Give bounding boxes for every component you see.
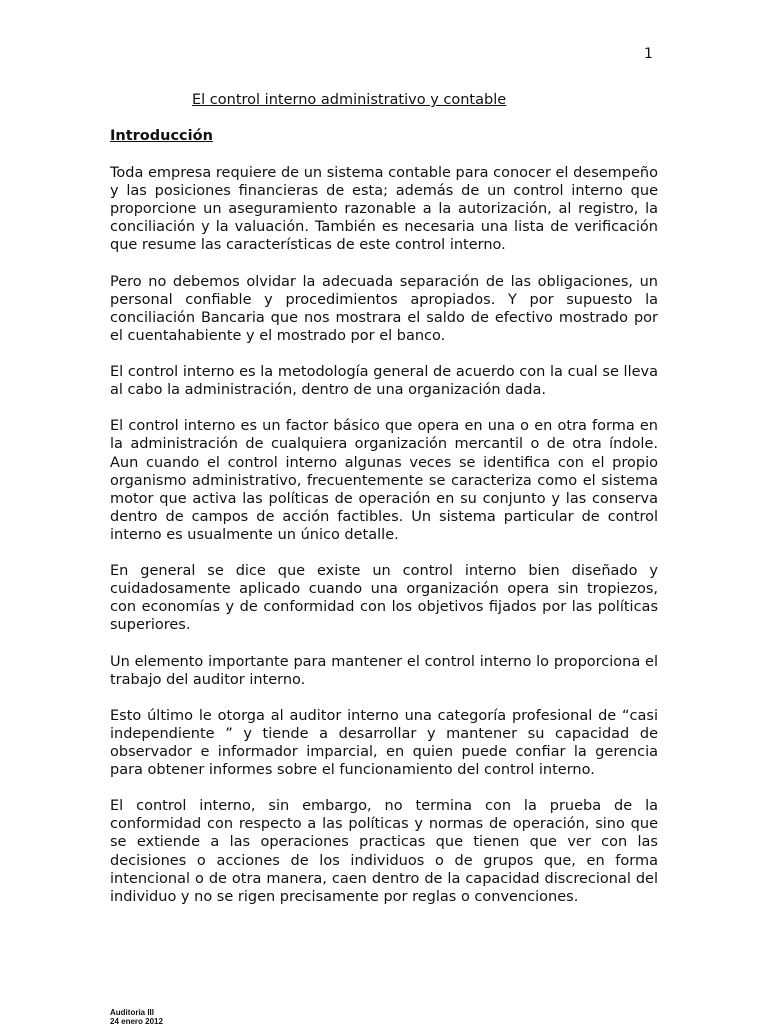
footer-date: 24 enero 2012 — [110, 1017, 163, 1026]
section-heading: Introducción — [110, 128, 213, 144]
paragraph: En general se dice que existe un control interno bien diseñado y cuidadosamente aplicado cuando una organización opera sin tropiezos, con economías y de conformidad con los objetivos fijados por las políticas superiores. — [110, 563, 658, 634]
paragraph: El control interno, sin embargo, no termina con la prueba de la conformidad con respecto a las políticas y normas de operación, sino que se extiende a las operaciones practicas que tienen que ver con las decisiones o acciones de los individuos o de grupos que, en forma intencional o de otra manera, caen dentro de la capacidad discrecional del individuo y no se rigen precisamente por reglas o convenciones. — [110, 798, 658, 905]
footer-course: Auditoria III — [110, 1008, 154, 1017]
page-number: 1 — [644, 46, 653, 62]
paragraph: El control interno es un factor básico que opera en una o en otra forma en la administración de cualquiera organización mercantil o de otra índole. Aun cuando el control interno algunas veces se identifica con el propio organismo administrativo, frecuentemente se caracteriza como el sistema motor que activa las políticas de operación en su conjunto y las conserva dentro de campos de acción factibles. Un sistema particular de control interno es usualmente un único detalle. — [110, 418, 658, 543]
paragraph: El control interno es la metodología general de acuerdo con la cual se lleva al cabo la administración, dentro de una organización dada. — [110, 364, 658, 399]
paragraph: Un elemento importante para mantener el control interno lo proporciona el trabajo del auditor interno. — [110, 653, 658, 688]
paragraph: Pero no debemos olvidar la adecuada separación de las obligaciones, un personal confiable y procedimientos apropiados. Y por supuesto la conciliación Bancaria que nos mostrara el saldo de efectivo mostrado por el cuentahabiente y el mostrado por el banco. — [110, 273, 658, 344]
paragraph: Esto último le otorga al auditor interno una categoría profesional de “casi independiente ” y tiende a desarrollar y mantener su capacidad de observador e informador imparcial, en quien puede confiar la gerencia para obtener informes sobre el funcionamiento del control interno. — [110, 707, 658, 779]
page-footer — [110, 1008, 163, 1026]
document-title: El control interno administrativo y contable — [192, 92, 507, 108]
body-text — [110, 164, 658, 924]
paragraph: Toda empresa requiere de un sistema contable para conocer el desempeño y las posiciones financieras de esta; además de un control interno que proporcione un aseguramiento razonable a la autorización, al registro, la conciliación y la valuación. También es necesaria una lista de verificación que resume las características de este control interno. — [110, 165, 658, 254]
